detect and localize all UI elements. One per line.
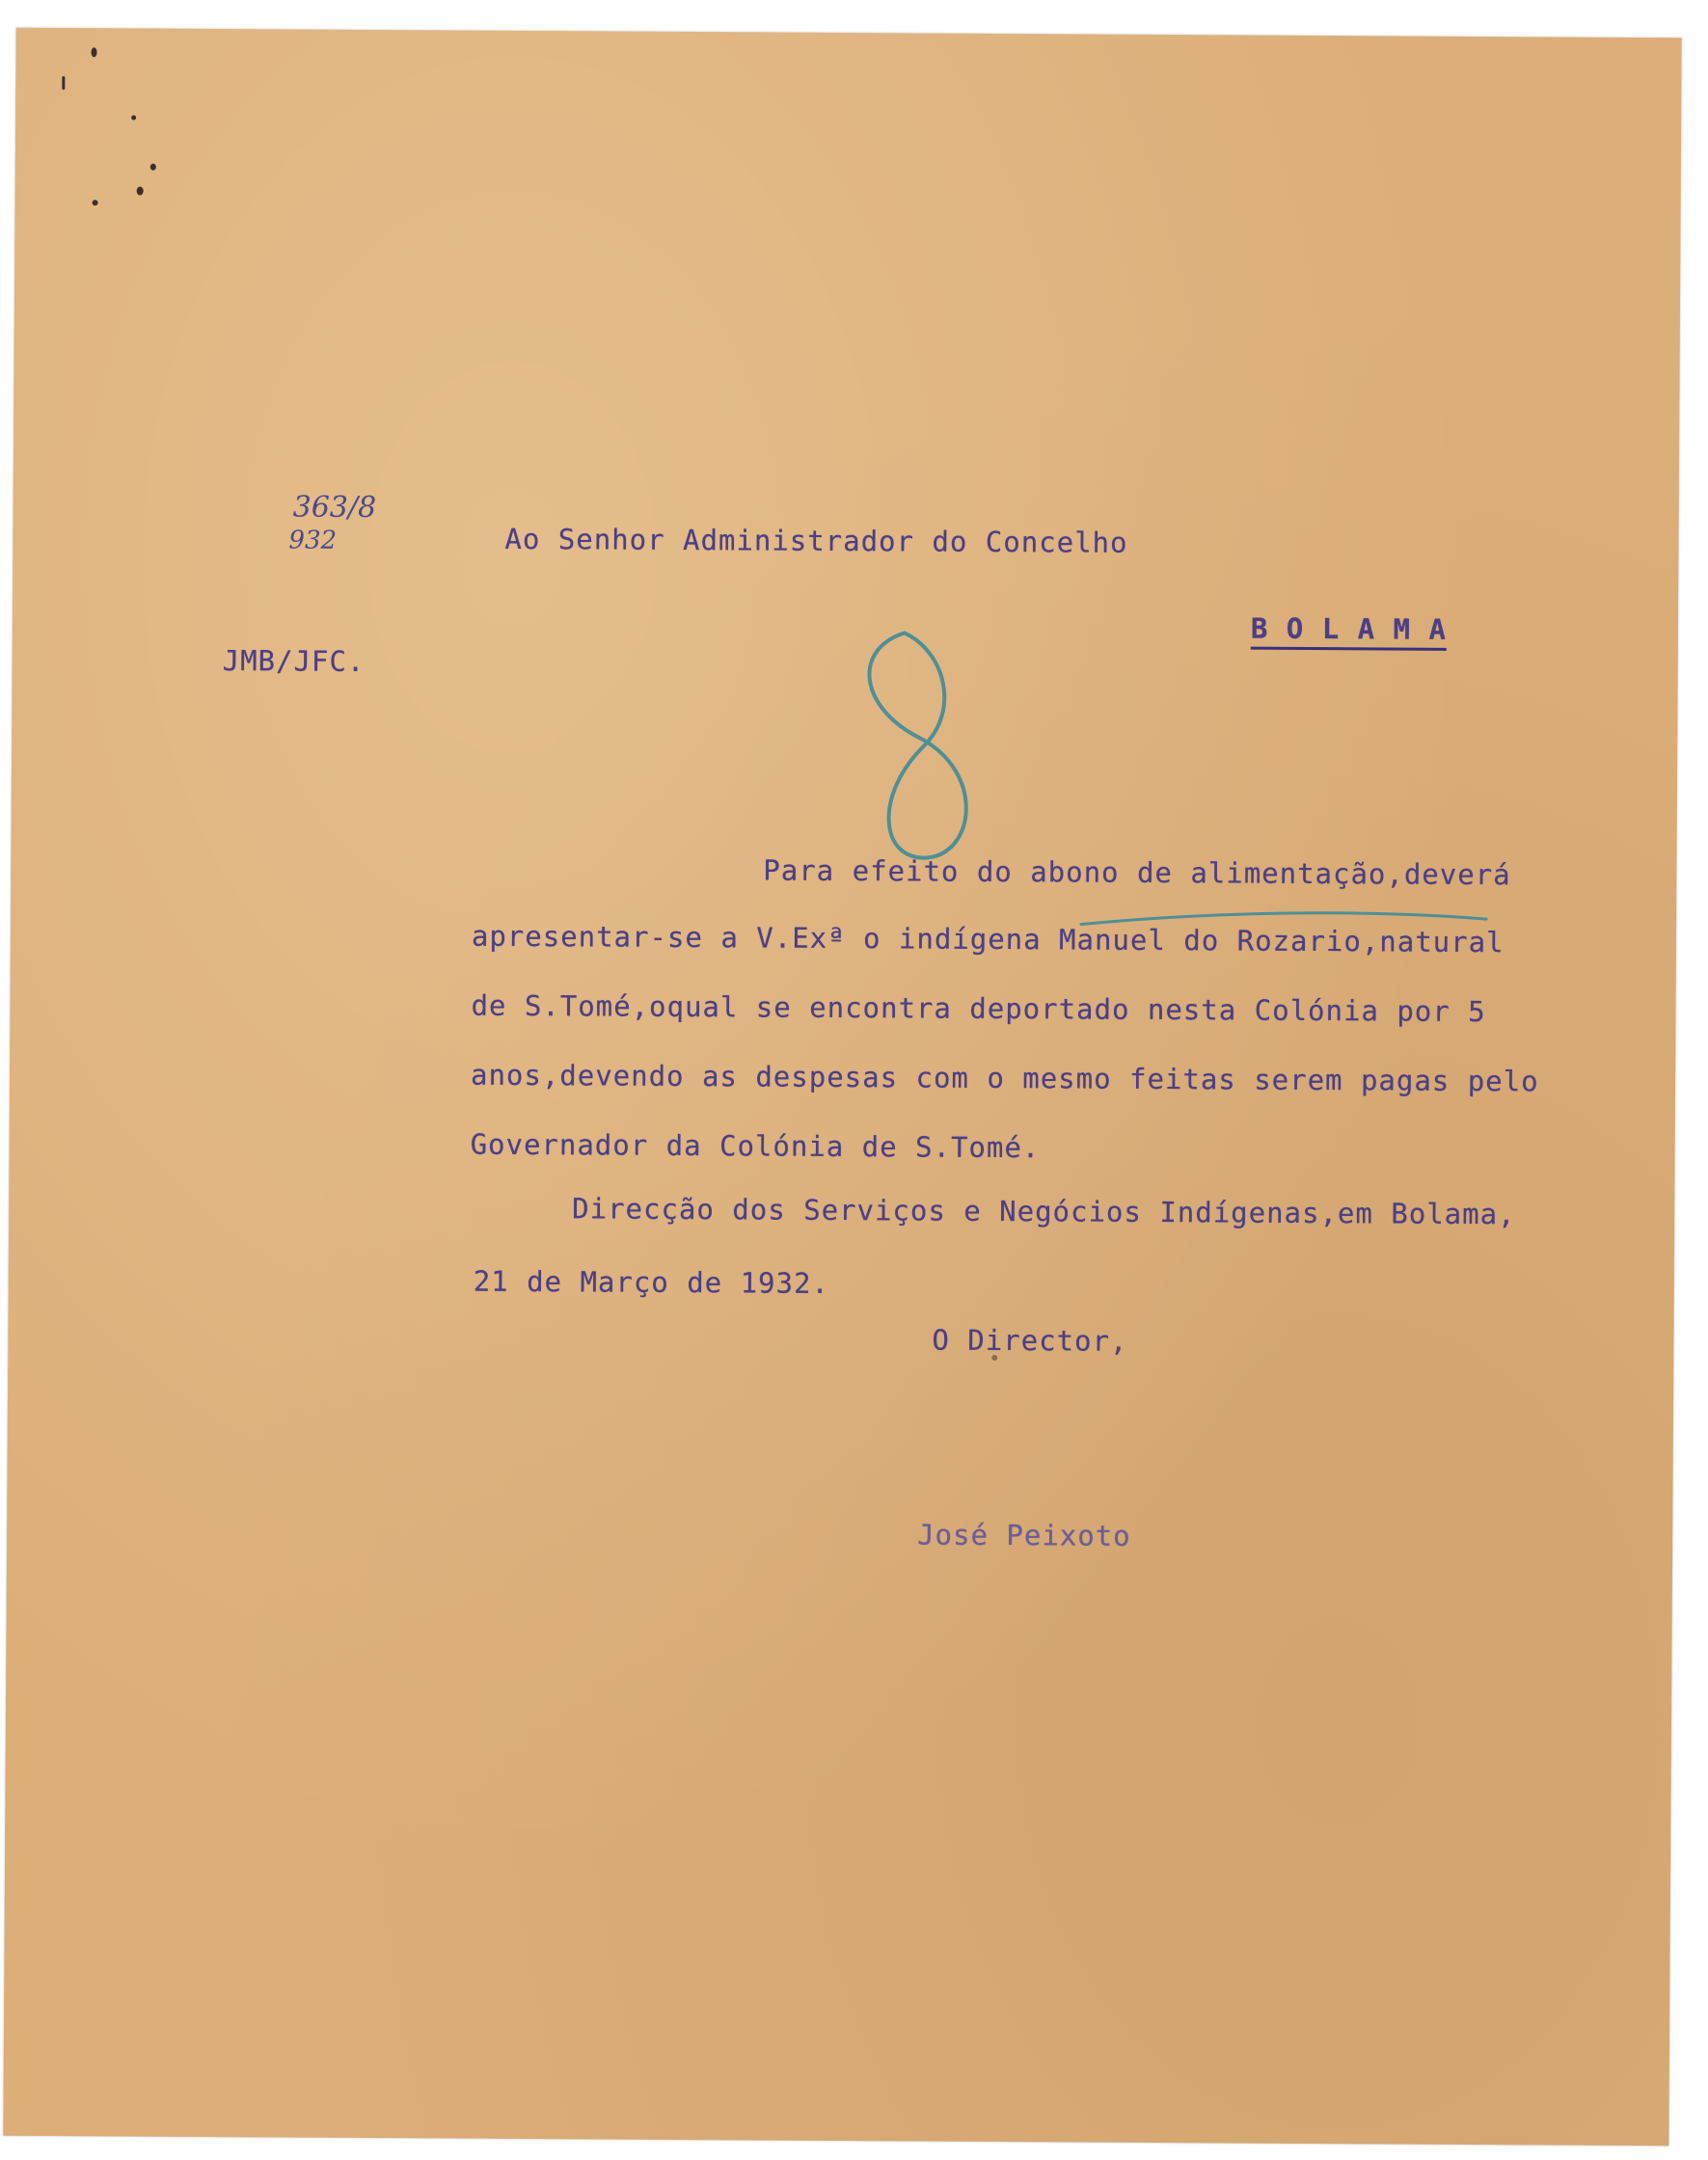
body-line-2: apresentar-se a V.Exª o indígena Manuel do Rozario,natural: [471, 919, 1505, 959]
body-line-3: de S.Tomé,oqual se encontra deportado nesta Colónia por 5: [471, 988, 1486, 1029]
body-line-1: Para efeito do abono de alimentação,deverá: [763, 853, 1511, 892]
body-line-4: anos,devendo as despesas com o mesmo feitas serem pagas pelo: [470, 1058, 1539, 1098]
location-heading: B O L A M A: [1251, 612, 1447, 651]
closing-line: Direcção dos Serviços e Negócios Indígenas,em Bolama,: [572, 1192, 1516, 1231]
body-line-5: Governador da Colónia de S.Tomé.: [470, 1127, 1041, 1165]
addressee: Ao Senhor Administrador do Concelho: [504, 522, 1128, 559]
signatory-name: José Peixoto: [917, 1518, 1131, 1552]
signature-title: O Director,: [932, 1323, 1128, 1358]
initials: JMB/JFC.: [222, 644, 366, 678]
reference-year: 932: [288, 526, 338, 555]
reference-number: 363/8: [292, 490, 377, 526]
paper-sheet: [3, 28, 1681, 2146]
date-line: 21 de Março de 1932.: [473, 1264, 830, 1300]
